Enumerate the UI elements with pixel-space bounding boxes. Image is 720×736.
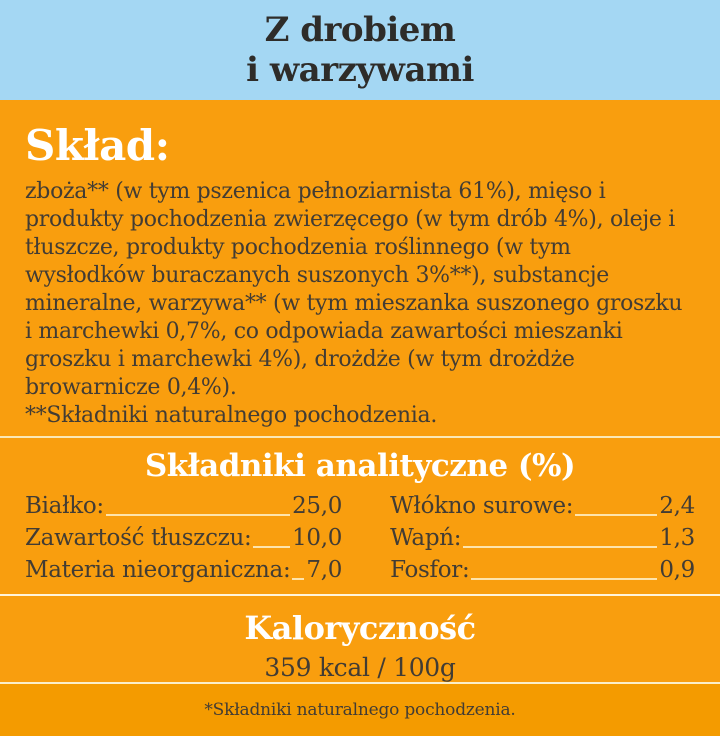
dotted-leader — [471, 578, 657, 580]
analytical-column-right — [390, 490, 695, 586]
row-value: 25,0 — [292, 493, 343, 519]
row-label: Zawartość tłuszczu: — [25, 525, 252, 551]
dotted-leader — [575, 514, 657, 516]
analytical-heading: Składniki analityczne (%) — [144, 448, 576, 484]
dotted-leader — [253, 546, 290, 548]
table-row — [25, 554, 342, 586]
composition-heading: Skład: — [25, 121, 170, 170]
variant-title-line1: Z drobiem — [264, 10, 456, 50]
row-value: 1,3 — [659, 525, 695, 551]
calories-heading: Kaloryczność — [244, 609, 476, 647]
analytical-column-left — [25, 490, 342, 586]
variant-title — [246, 10, 474, 90]
natural-ingredients-note: *Składniki naturalnego pochodzenia. — [204, 700, 516, 720]
divider-above-calories — [0, 594, 720, 596]
dotted-leader — [292, 578, 304, 580]
table-row — [390, 522, 695, 554]
dotted-leader — [106, 514, 290, 516]
variant-title-line2: i warzywami — [246, 50, 474, 90]
dotted-leader — [463, 546, 657, 548]
ingredients-text: zboża** (w tym pszenica pełnoziarnista 61%), mięso i produkty pochodzenia zwierzęcego (w tym drób 4%), oleje i tłuszcze, produkty pochodzenia roślinnego (w tym wysłodków buraczanych suszonych 3%**), substancje mineralne, warzywa** (w tym mieszanka suszonego groszku i marchewki 0,7%, co odpowiada zawartości mieszanki groszku i marchewki 4%), drożdże (w tym drożdże browarnicze 0,4%). — [25, 179, 683, 400]
row-value: 7,0 — [306, 557, 343, 583]
footnote-band — [0, 682, 720, 736]
row-label: Włókno surowe: — [390, 493, 574, 519]
row-value: 10,0 — [292, 525, 343, 551]
row-label: Wapń: — [390, 525, 462, 551]
table-row — [25, 522, 342, 554]
label-body — [0, 100, 720, 682]
calories-value: 359 kcal / 100g — [264, 653, 456, 682]
row-label: Białko: — [25, 493, 104, 519]
variant-header — [0, 0, 720, 100]
analytical-table — [25, 490, 695, 586]
table-row — [390, 554, 695, 586]
divider-above-analytical — [0, 436, 720, 438]
table-row — [390, 490, 695, 522]
row-value: 2,4 — [659, 493, 695, 519]
row-label: Fosfor: — [390, 557, 470, 583]
row-label: Materia nieorganiczna: — [25, 557, 291, 583]
row-value: 0,9 — [659, 557, 695, 583]
table-row — [25, 490, 342, 522]
ingredients-footnote: **Składniki naturalnego pochodzenia. — [25, 403, 438, 428]
